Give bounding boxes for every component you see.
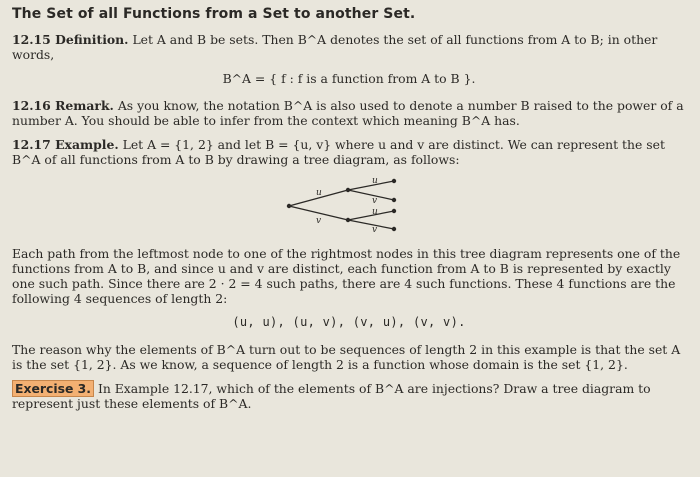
example-text: Let A = {1, 2} and let B = {u, v} where u and v are distinct. We can represent the set B^A of all functions from A to B by drawing a tree diagram, as follows:: [12, 137, 665, 167]
remark-paragraph: [12, 98, 686, 128]
remark-label: 12.16 Remark.: [12, 98, 114, 113]
tree-edge-u-u: [348, 181, 394, 190]
exercise-paragraph: [12, 381, 686, 411]
definition-label: 12.15 Definition.: [12, 32, 129, 47]
tree-label: v: [316, 216, 322, 226]
tree-edge-u-v: [348, 190, 394, 200]
tree-leaf: [392, 179, 396, 183]
tree-label: v: [372, 225, 378, 234]
tree-label: u: [316, 188, 322, 198]
example-label: 12.17 Example.: [12, 137, 119, 152]
definition-text: Let A and B be sets. Then B^A denotes the set of all functions from A to B; in other words,: [12, 32, 658, 62]
exercise-text: In Example 12.17, which of the elements of B^A are injections? Draw a tree diagram to represent just these elements of B^A.: [12, 381, 651, 411]
remark-text: As you know, the notation B^A is also used to denote a number B raised to the power of a number A. You should be able to infer from the context which meaning B^A has.: [12, 98, 684, 128]
tree-label: v: [372, 196, 378, 206]
definition-paragraph: [12, 32, 686, 62]
exercise-label: Exercise 3.: [12, 380, 94, 397]
tree-leaf: [392, 198, 396, 202]
definition-display-formula: B^A = { f : f is a function from A to B }.: [222, 71, 476, 86]
tree-diagram: [284, 176, 414, 234]
tree-label: u: [372, 207, 378, 217]
tree-node: [346, 188, 350, 192]
sequences-display: (u, u), (u, v), (v, u), (v, v).: [232, 315, 466, 329]
tree-node: [346, 218, 350, 222]
tree-edge-v-u: [348, 211, 394, 220]
example-paragraph: [12, 137, 686, 167]
tree-edge-v-v: [348, 220, 394, 229]
tree-leaf: [392, 227, 396, 231]
tree-node-root: [287, 204, 291, 208]
tree-leaf: [392, 209, 396, 213]
paths-paragraph: Each path from the leftmost node to one of the rightmost nodes in this tree diagram represents one of the functions from A to B, and since u and v are distinct, each function from A to B is represented by exactly one such path. Since there are 2 · 2 = 4 such paths, there are 4 such functions. These 4 functions are the following 4 sequences of length 2:: [12, 246, 681, 306]
section-title: The Set of all Functions from a Set to another Set.: [12, 6, 416, 22]
tree-label: u: [372, 176, 378, 186]
reason-paragraph: The reason why the elements of B^A turn out to be sequences of length 2 in this example is that the set A is the set {1, 2}. As we know, a sequence of length 2 is a function whose domain is the set {1, 2}.: [12, 342, 681, 372]
